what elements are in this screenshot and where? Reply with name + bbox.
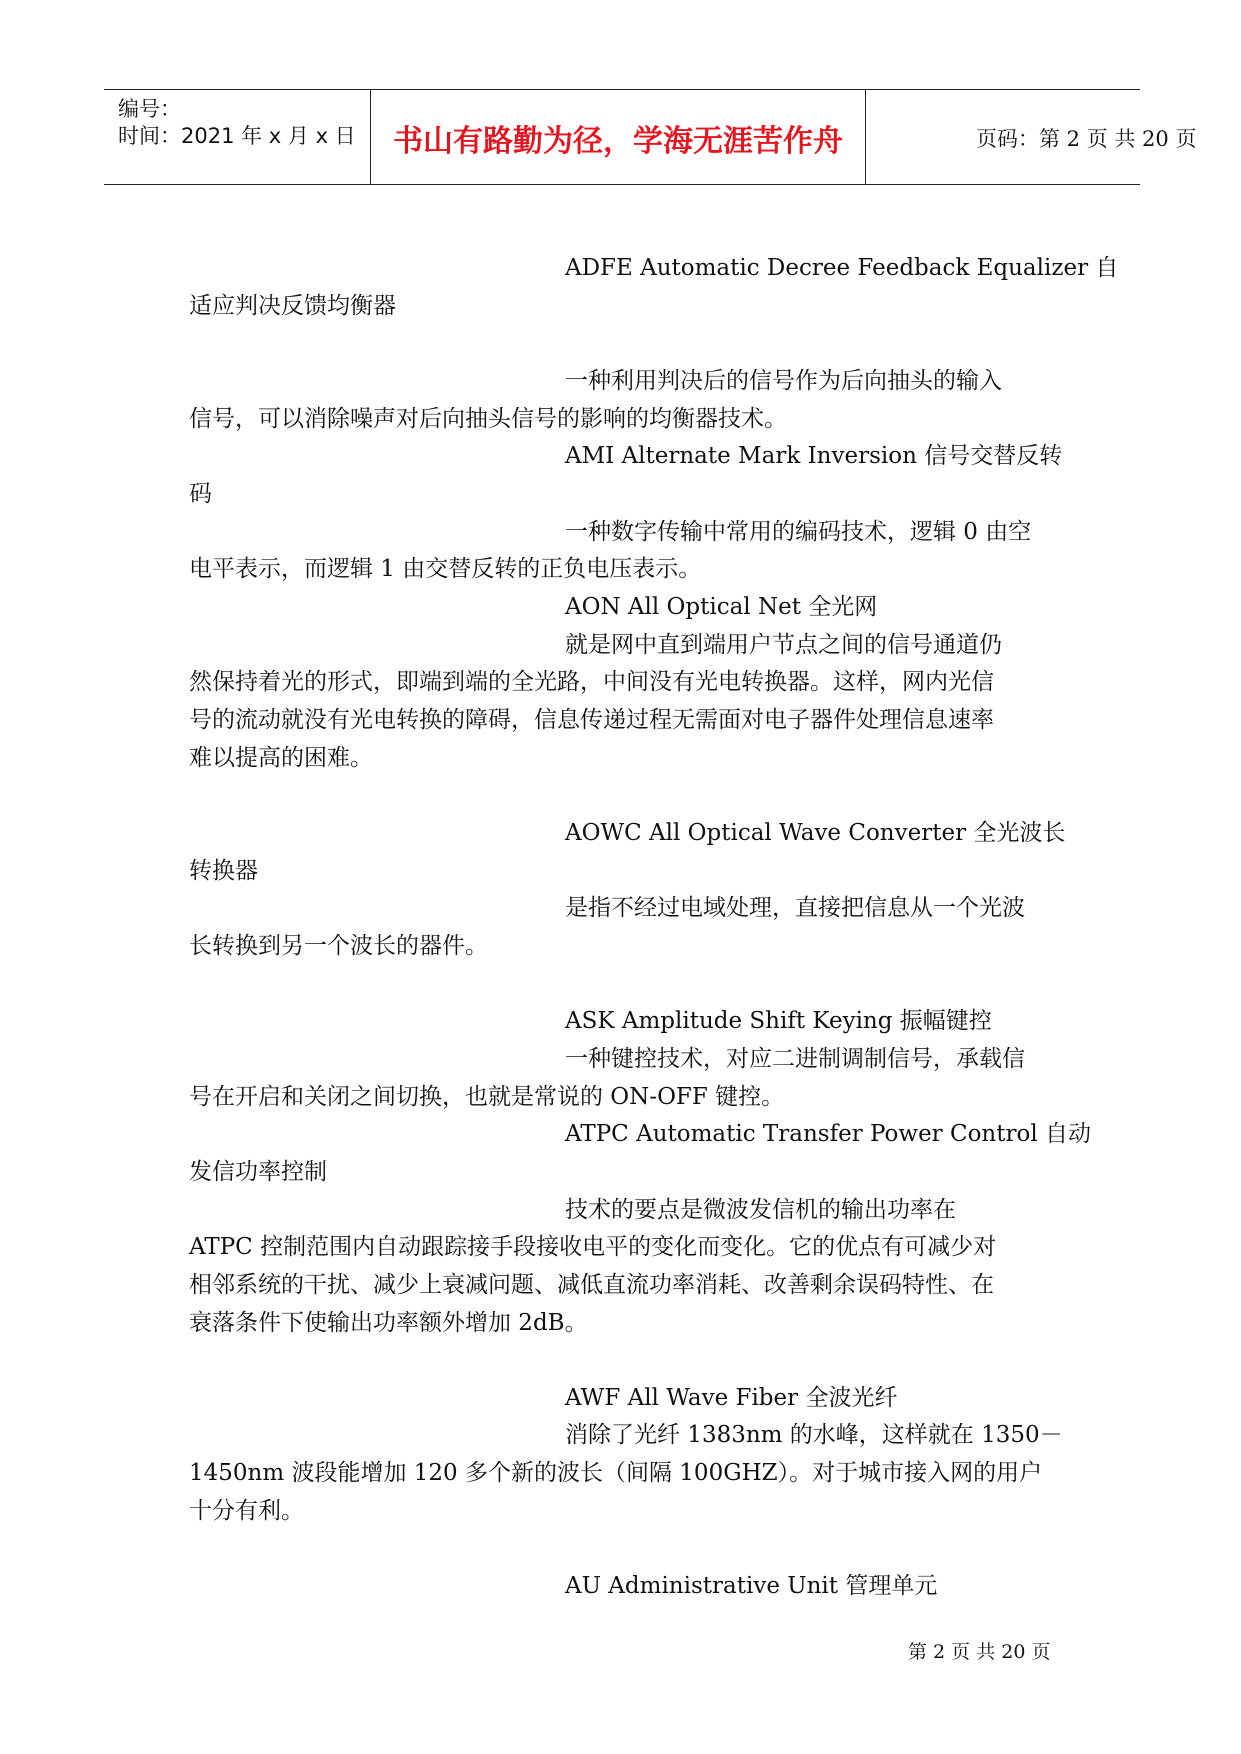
- header-center-cell: [370, 90, 866, 184]
- text-line: 难以提高的困难。: [189, 745, 373, 771]
- text-line: 就是网中直到端用户节点之间的信号通道仍: [565, 632, 1002, 658]
- document-date-label: 时间：2021 年 x 月 x 日: [118, 124, 356, 148]
- text-line: ATPC 控制范围内自动跟踪接手段接收电平的变化而变化。它的优点有可减少对: [189, 1234, 997, 1260]
- page-footer: 第 2 页 共 20 页: [908, 1641, 1051, 1663]
- term-heading: AU Administrative Unit 管理单元: [565, 1573, 938, 1599]
- text-line: 长转换到另一个波长的器件。: [189, 933, 488, 959]
- text-line: 相邻系统的干扰、减少上衰减问题、减低直流功率消耗、改善剩余误码特性、在: [189, 1272, 994, 1298]
- term-heading: AOWC All Optical Wave Converter 全光波长: [565, 820, 1066, 846]
- text-line: 技术的要点是微波发信机的输出功率在: [565, 1197, 956, 1223]
- term-heading: AON All Optical Net 全光网: [565, 594, 878, 620]
- text-line: 一种利用判决后的信号作为后向抽头的输入: [565, 368, 1002, 394]
- text-line: 衰落条件下使输出功率额外增加 2dB。: [189, 1310, 588, 1336]
- header-right-cell: [866, 90, 1197, 184]
- document-number-label: 编号：: [118, 97, 181, 121]
- term-heading: AMI Alternate Mark Inversion 信号交替反转: [565, 443, 1063, 469]
- text-line: 十分有利。: [189, 1498, 304, 1524]
- text-line: 消除了光纤 1383nm 的水峰，这样就在 1350－: [565, 1422, 1063, 1448]
- header-left-cell: [104, 90, 370, 184]
- text-line: 转换器: [189, 858, 258, 884]
- term-heading: ASK Amplitude Shift Keying 振幅键控: [565, 1008, 992, 1034]
- term-heading: ADFE Automatic Decree Feedback Equalizer 自: [565, 255, 1119, 281]
- document-header: [104, 89, 1197, 185]
- term-heading: ATPC Automatic Transfer Power Control 自动: [565, 1121, 1092, 1147]
- term-heading: AWF All Wave Fiber 全波光纤: [565, 1385, 898, 1411]
- text-line: 1450nm 波段能增加 120 多个新的波长（间隔 100GHZ）。对于城市接入网的用户: [189, 1460, 1043, 1486]
- text-line: 号在开启和关闭之间切换，也就是常说的 ON-OFF 键控。: [189, 1084, 785, 1110]
- header-page-label: 页码：第 2 页 共 20 页: [976, 127, 1197, 151]
- text-line: 号的流动就没有光电转换的障碍，信息传递过程无需面对电子器件处理信息速率: [189, 707, 994, 733]
- text-line: 一种键控技术，对应二进制调制信号，承载信: [565, 1046, 1025, 1072]
- text-line: 适应判决反馈均衡器: [189, 293, 396, 319]
- text-line: 一种数字传输中常用的编码技术，逻辑 0 由空: [565, 519, 1032, 545]
- text-line: 信号，可以消除噪声对后向抽头信号的影响的均衡器技术。: [189, 406, 787, 432]
- text-line: 码: [189, 481, 212, 507]
- header-motto: 书山有路勤为径，学海无涯苦作舟: [393, 124, 843, 159]
- text-line: 然保持着光的形式，即端到端的全光路，中间没有光电转换器。这样，网内光信: [189, 669, 994, 695]
- text-line: 电平表示，而逻辑 1 由交替反转的正负电压表示。: [189, 556, 702, 582]
- text-line: 是指不经过电域处理，直接把信息从一个光波: [565, 895, 1025, 921]
- text-line: 发信功率控制: [189, 1159, 327, 1185]
